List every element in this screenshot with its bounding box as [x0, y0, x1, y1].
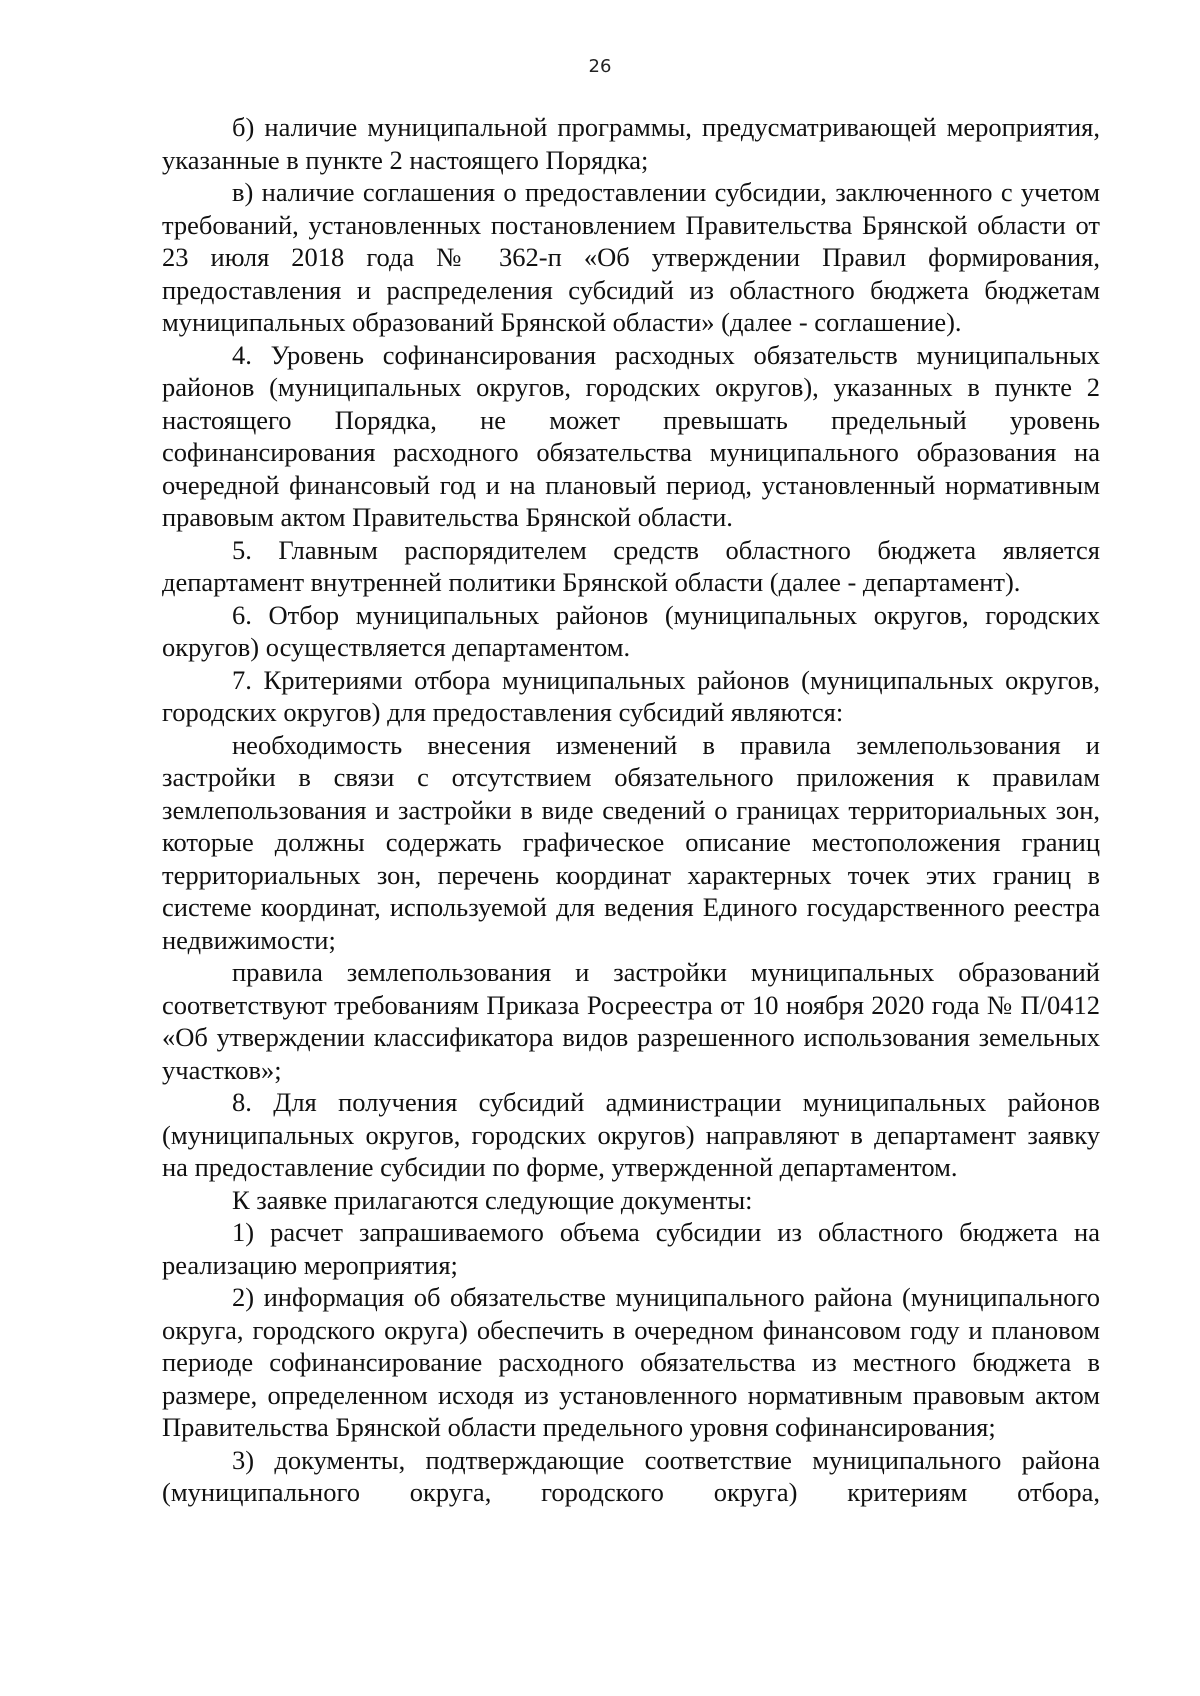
paragraph-attachment-2: 2) информация об обязательстве муниципального района (муниципального округа, городского округа) обеспечить в очередном финансовом году и плановом периоде софинансирование расходного обязательства из местного бюджета в размере, определенном исходя из установленного нормативным правовым актом Правительства Брянской области предельного уровня софинансирования;	[162, 1282, 1100, 1442]
paragraph-item-6: 6. Отбор муниципальных районов (муниципальных округов, городских округов) осуществляется департаментом.	[162, 599, 1100, 662]
paragraph-criterion-2: правила землепользования и застройки муниципальных образований соответствуют требованиям Приказа Росреестра от 10 ноября 2020 года № П/0412 «Об утверждении классификатора видов разрешенного использования земельных участков»;	[162, 957, 1100, 1085]
paragraph-attachment-3: 3) документы, подтверждающие соответствие муниципального района (муниципального округа, городского округа) критериям отбора,	[162, 1444, 1100, 1507]
paragraph-attachments-intro: К заявке прилагаются следующие документы:	[232, 1184, 753, 1215]
paragraph-item-4: 4. Уровень софинансирования расходных обязательств муниципальных районов (муниципальных округов, городских округов), указанных в пункте 2 настоящего Порядка, не может превышать предельный уровень софинансирования расходного обязательства муниципального образования на очередной финансовый год и на плановый период, установленный нормативным правовым актом Правительства Брянской области.	[162, 339, 1100, 532]
paragraph-item-5: 5. Главным распорядителем средств областного бюджета является департамент внутренней политики Брянской области (далее - департамент).	[162, 534, 1100, 597]
page-number: 26	[588, 56, 612, 77]
document-body	[162, 111, 1100, 1509]
paragraph-item-7: 7. Критериями отбора муниципальных районов (муниципальных округов, городских округов) для предоставления субсидий являются:	[162, 664, 1100, 727]
paragraph-criterion-1: необходимость внесения изменений в правила землепользования и застройки в связи с отсутствием обязательного приложения к правилам землепользования и застройки в виде сведений о границах территориальных зон, которые должны содержать графическое описание местоположения границ территориальных зон, перечень координат характерных точек этих границ в системе координат, используемой для ведения Единого государственного реестра недвижимости;	[162, 729, 1100, 955]
paragraph-subitem-b: б) наличие муниципальной программы, предусматривающей мероприятия, указанные в пункте 2 настоящего Порядка;	[162, 112, 1100, 175]
paragraph-item-8: 8. Для получения субсидий администрации муниципальных районов (муниципальных округов, городских округов) направляют в департамент заявку на предоставление субсидии по форме, утвержденной департаментом.	[162, 1087, 1100, 1182]
paragraph-attachment-1: 1) расчет запрашиваемого объема субсидии из областного бюджета на реализацию мероприятия;	[162, 1217, 1100, 1280]
paragraph-subitem-v: в) наличие соглашения о предоставлении субсидии, заключенного с учетом требований, установленных постановлением Правительства Брянской области от 23 июля 2018 года № 362-п «Об утверждении Правил формирования, предоставления и распределения субсидий из областного бюджета бюджетам муниципальных образований Брянской области» (далее - соглашение).	[162, 177, 1100, 337]
